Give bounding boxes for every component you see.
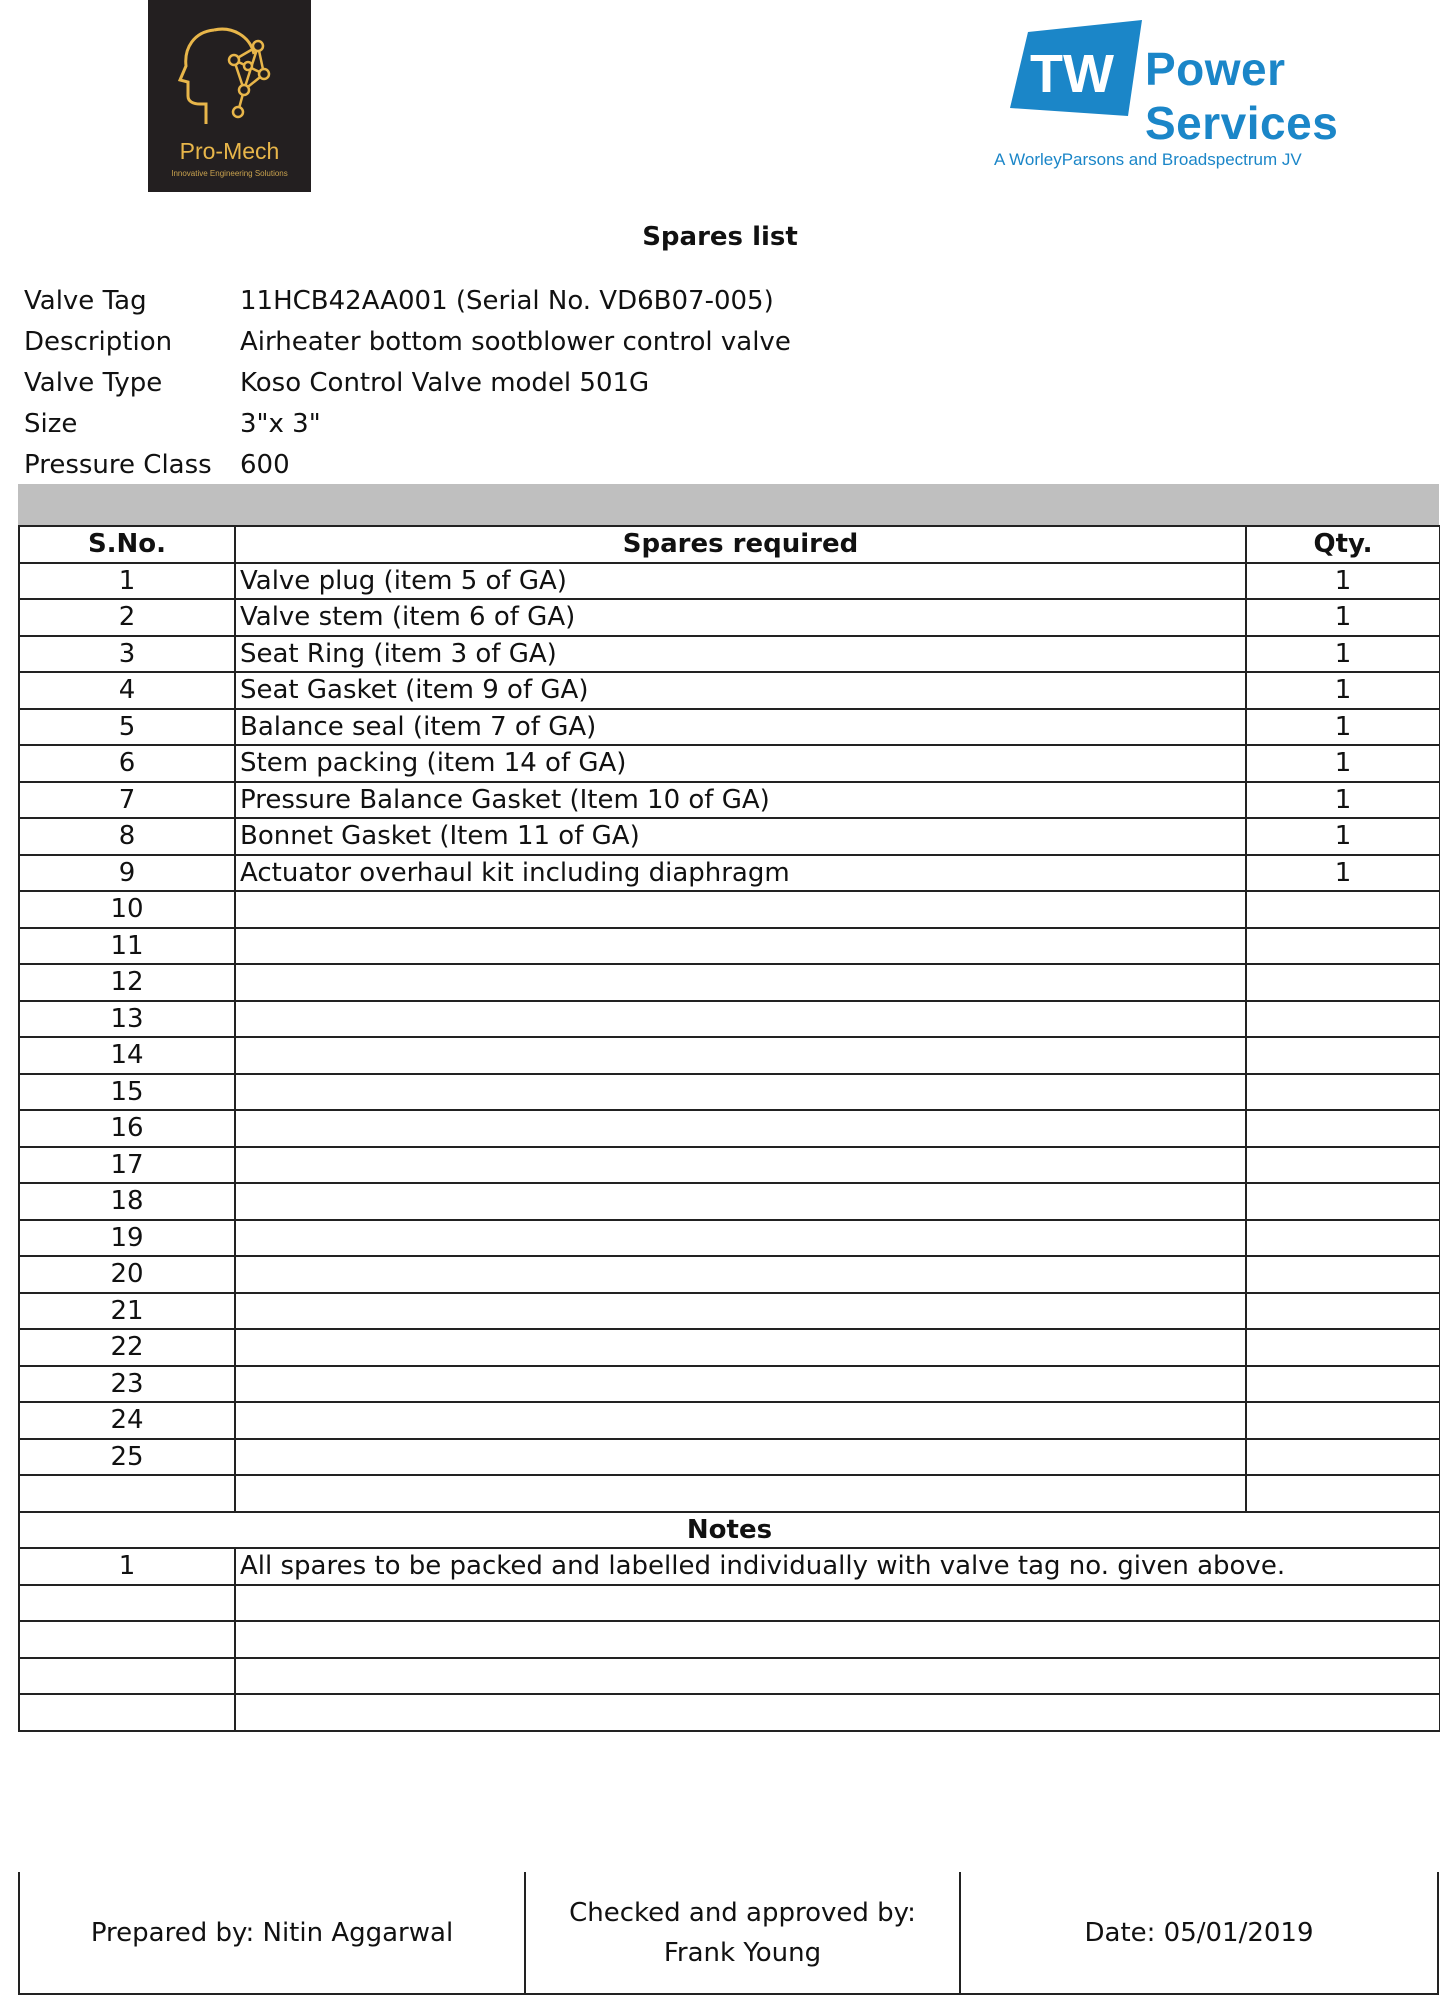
sno-cell: 10 — [19, 891, 235, 928]
qty-cell — [1246, 1329, 1440, 1366]
spare-cell — [235, 1256, 1246, 1293]
sno-cell: 20 — [19, 1256, 235, 1293]
table-row — [19, 891, 1440, 928]
sno-cell: 22 — [19, 1329, 235, 1366]
date: Date: 05/01/2019 — [1084, 1917, 1314, 1948]
note-row — [19, 1621, 1440, 1658]
spare-cell — [235, 1439, 1246, 1476]
note-number: 1 — [19, 1548, 235, 1585]
table-row — [19, 964, 1440, 1001]
tw-power-text: Power — [1145, 43, 1286, 95]
qty-cell: 1 — [1246, 745, 1440, 782]
qty-cell — [1246, 964, 1440, 1001]
sno-cell: 12 — [19, 964, 235, 1001]
qty-cell: 1 — [1246, 672, 1440, 709]
qty-cell: 1 — [1246, 599, 1440, 636]
table-row — [19, 636, 1440, 673]
info-value: 600 — [240, 449, 290, 480]
valve-info — [24, 280, 791, 485]
sno-cell — [19, 1475, 235, 1512]
qty-cell — [1246, 1074, 1440, 1111]
info-label: Size — [24, 408, 78, 439]
spare-cell — [235, 1147, 1246, 1184]
table-row — [19, 599, 1440, 636]
sno-cell: 4 — [19, 672, 235, 709]
sno-cell: 9 — [19, 855, 235, 892]
qty-cell — [1246, 891, 1440, 928]
header-bar — [18, 484, 1439, 526]
info-row — [24, 280, 791, 321]
sno-cell: 15 — [19, 1074, 235, 1111]
promech-tagline: Innovative Engineering Solutions — [171, 169, 288, 178]
sno-cell: 8 — [19, 818, 235, 855]
note-text — [235, 1585, 1440, 1622]
tw-tagline: A WorleyParsons and Broadspectrum JV — [994, 150, 1302, 169]
tw-badge-text: TW — [1030, 44, 1114, 104]
promech-brand: Pro-Mech — [179, 138, 280, 164]
info-value: Koso Control Valve model 501G — [240, 367, 650, 398]
tw-services-text: Services — [1145, 97, 1339, 149]
spare-cell — [235, 1402, 1246, 1439]
table-row — [19, 1074, 1440, 1111]
qty-cell: 1 — [1246, 563, 1440, 600]
spare-cell: Valve plug (item 5 of GA) — [235, 563, 1246, 600]
spare-cell — [235, 1183, 1246, 1220]
sno-cell: 5 — [19, 709, 235, 746]
notes-header: Notes — [19, 1512, 1440, 1549]
info-label: Description — [24, 326, 173, 357]
sno-cell: 18 — [19, 1183, 235, 1220]
qty-cell — [1246, 928, 1440, 965]
header-spares: Spares required — [235, 526, 1246, 563]
head-network-icon — [176, 22, 283, 132]
spares-table — [18, 525, 1440, 1732]
sno-cell: 2 — [19, 599, 235, 636]
table-row — [19, 1439, 1440, 1476]
note-text — [235, 1658, 1440, 1695]
qty-cell — [1246, 1475, 1440, 1512]
sno-cell: 3 — [19, 636, 235, 673]
qty-cell: 1 — [1246, 709, 1440, 746]
spare-cell — [235, 1037, 1246, 1074]
qty-cell — [1246, 1402, 1440, 1439]
info-row — [24, 321, 791, 362]
info-value: 3"x 3" — [240, 408, 321, 439]
qty-cell: 1 — [1246, 782, 1440, 819]
sno-cell: 11 — [19, 928, 235, 965]
sno-cell: 24 — [19, 1402, 235, 1439]
promech-logo — [148, 0, 311, 192]
table-row — [19, 1147, 1440, 1184]
sno-cell: 1 — [19, 563, 235, 600]
spare-cell: Bonnet Gasket (Item 11 of GA) — [235, 818, 1246, 855]
note-text — [235, 1621, 1440, 1658]
note-row — [19, 1694, 1440, 1731]
qty-cell — [1246, 1220, 1440, 1257]
note-row — [19, 1548, 1440, 1585]
table-row — [19, 855, 1440, 892]
table-row — [19, 1293, 1440, 1330]
table-row — [19, 1402, 1440, 1439]
sno-cell: 13 — [19, 1001, 235, 1038]
note-text: All spares to be packed and labelled individually with valve tag no. given above. — [235, 1548, 1440, 1585]
sno-cell: 7 — [19, 782, 235, 819]
info-row — [24, 444, 791, 485]
spare-cell: Seat Ring (item 3 of GA) — [235, 636, 1246, 673]
checked-approved-by: Checked and approved by: Frank Young — [526, 1872, 961, 1993]
table-row — [19, 1366, 1440, 1403]
sno-cell: 21 — [19, 1293, 235, 1330]
qty-cell — [1246, 1293, 1440, 1330]
notes-header-row — [19, 1512, 1440, 1549]
qty-cell — [1246, 1110, 1440, 1147]
spare-cell: Seat Gasket (item 9 of GA) — [235, 672, 1246, 709]
tw-badge-icon — [1010, 20, 1150, 120]
info-value: Airheater bottom sootblower control valve — [240, 326, 791, 357]
sno-cell: 6 — [19, 745, 235, 782]
note-number — [19, 1585, 235, 1622]
sno-cell: 16 — [19, 1110, 235, 1147]
spare-cell: Pressure Balance Gasket (Item 10 of GA) — [235, 782, 1246, 819]
spare-cell — [235, 1110, 1246, 1147]
spare-cell — [235, 1001, 1246, 1038]
note-number — [19, 1621, 235, 1658]
qty-cell — [1246, 1439, 1440, 1476]
spare-cell: Actuator overhaul kit including diaphragm — [235, 855, 1246, 892]
spare-cell: Valve stem (item 6 of GA) — [235, 599, 1246, 636]
spare-cell — [235, 1475, 1246, 1512]
table-row — [19, 1183, 1440, 1220]
note-number — [19, 1658, 235, 1695]
table-row — [19, 1220, 1440, 1257]
spare-cell — [235, 964, 1246, 1001]
info-label: Valve Tag — [24, 285, 147, 316]
header-sno: S.No. — [19, 526, 235, 563]
sno-cell: 14 — [19, 1037, 235, 1074]
table-row — [19, 1329, 1440, 1366]
sno-cell: 19 — [19, 1220, 235, 1257]
tw-power-services-logo — [990, 10, 1370, 180]
table-row — [19, 1001, 1440, 1038]
info-label: Valve Type — [24, 367, 163, 398]
table-row — [19, 1475, 1440, 1512]
note-text — [235, 1694, 1440, 1731]
prepared-by: Prepared by: Nitin Aggarwal — [20, 1872, 526, 1993]
spare-cell — [235, 928, 1246, 965]
table-row — [19, 1256, 1440, 1293]
note-row — [19, 1585, 1440, 1622]
spare-cell — [235, 1366, 1246, 1403]
spare-cell — [235, 1220, 1246, 1257]
qty-cell — [1246, 1001, 1440, 1038]
table-row — [19, 928, 1440, 965]
info-row — [24, 362, 791, 403]
spare-cell — [235, 1329, 1246, 1366]
qty-cell — [1246, 1366, 1440, 1403]
header-qty: Qty. — [1246, 526, 1440, 563]
qty-cell: 1 — [1246, 855, 1440, 892]
note-number — [19, 1694, 235, 1731]
qty-cell: 1 — [1246, 818, 1440, 855]
table-row — [19, 782, 1440, 819]
table-row — [19, 672, 1440, 709]
qty-cell — [1246, 1183, 1440, 1220]
table-row — [19, 1037, 1440, 1074]
table-header-row — [19, 526, 1440, 563]
table-row — [19, 563, 1440, 600]
spare-cell — [235, 1074, 1246, 1111]
table-row — [19, 745, 1440, 782]
info-row — [24, 403, 791, 444]
table-row — [19, 818, 1440, 855]
sno-cell: 23 — [19, 1366, 235, 1403]
qty-cell — [1246, 1037, 1440, 1074]
info-label: Pressure Class — [24, 449, 212, 480]
spare-cell — [235, 891, 1246, 928]
sno-cell: 25 — [19, 1439, 235, 1476]
info-value: 11HCB42AA001 (Serial No. VD6B07-005) — [240, 285, 774, 316]
signature-footer — [18, 1872, 1439, 1995]
table-row — [19, 1110, 1440, 1147]
page-title: Spares list — [642, 222, 798, 252]
sno-cell: 17 — [19, 1147, 235, 1184]
table-row — [19, 709, 1440, 746]
qty-cell — [1246, 1147, 1440, 1184]
note-row — [19, 1658, 1440, 1695]
spare-cell: Stem packing (item 14 of GA) — [235, 745, 1246, 782]
qty-cell: 1 — [1246, 636, 1440, 673]
spare-cell: Balance seal (item 7 of GA) — [235, 709, 1246, 746]
spare-cell — [235, 1293, 1246, 1330]
qty-cell — [1246, 1256, 1440, 1293]
